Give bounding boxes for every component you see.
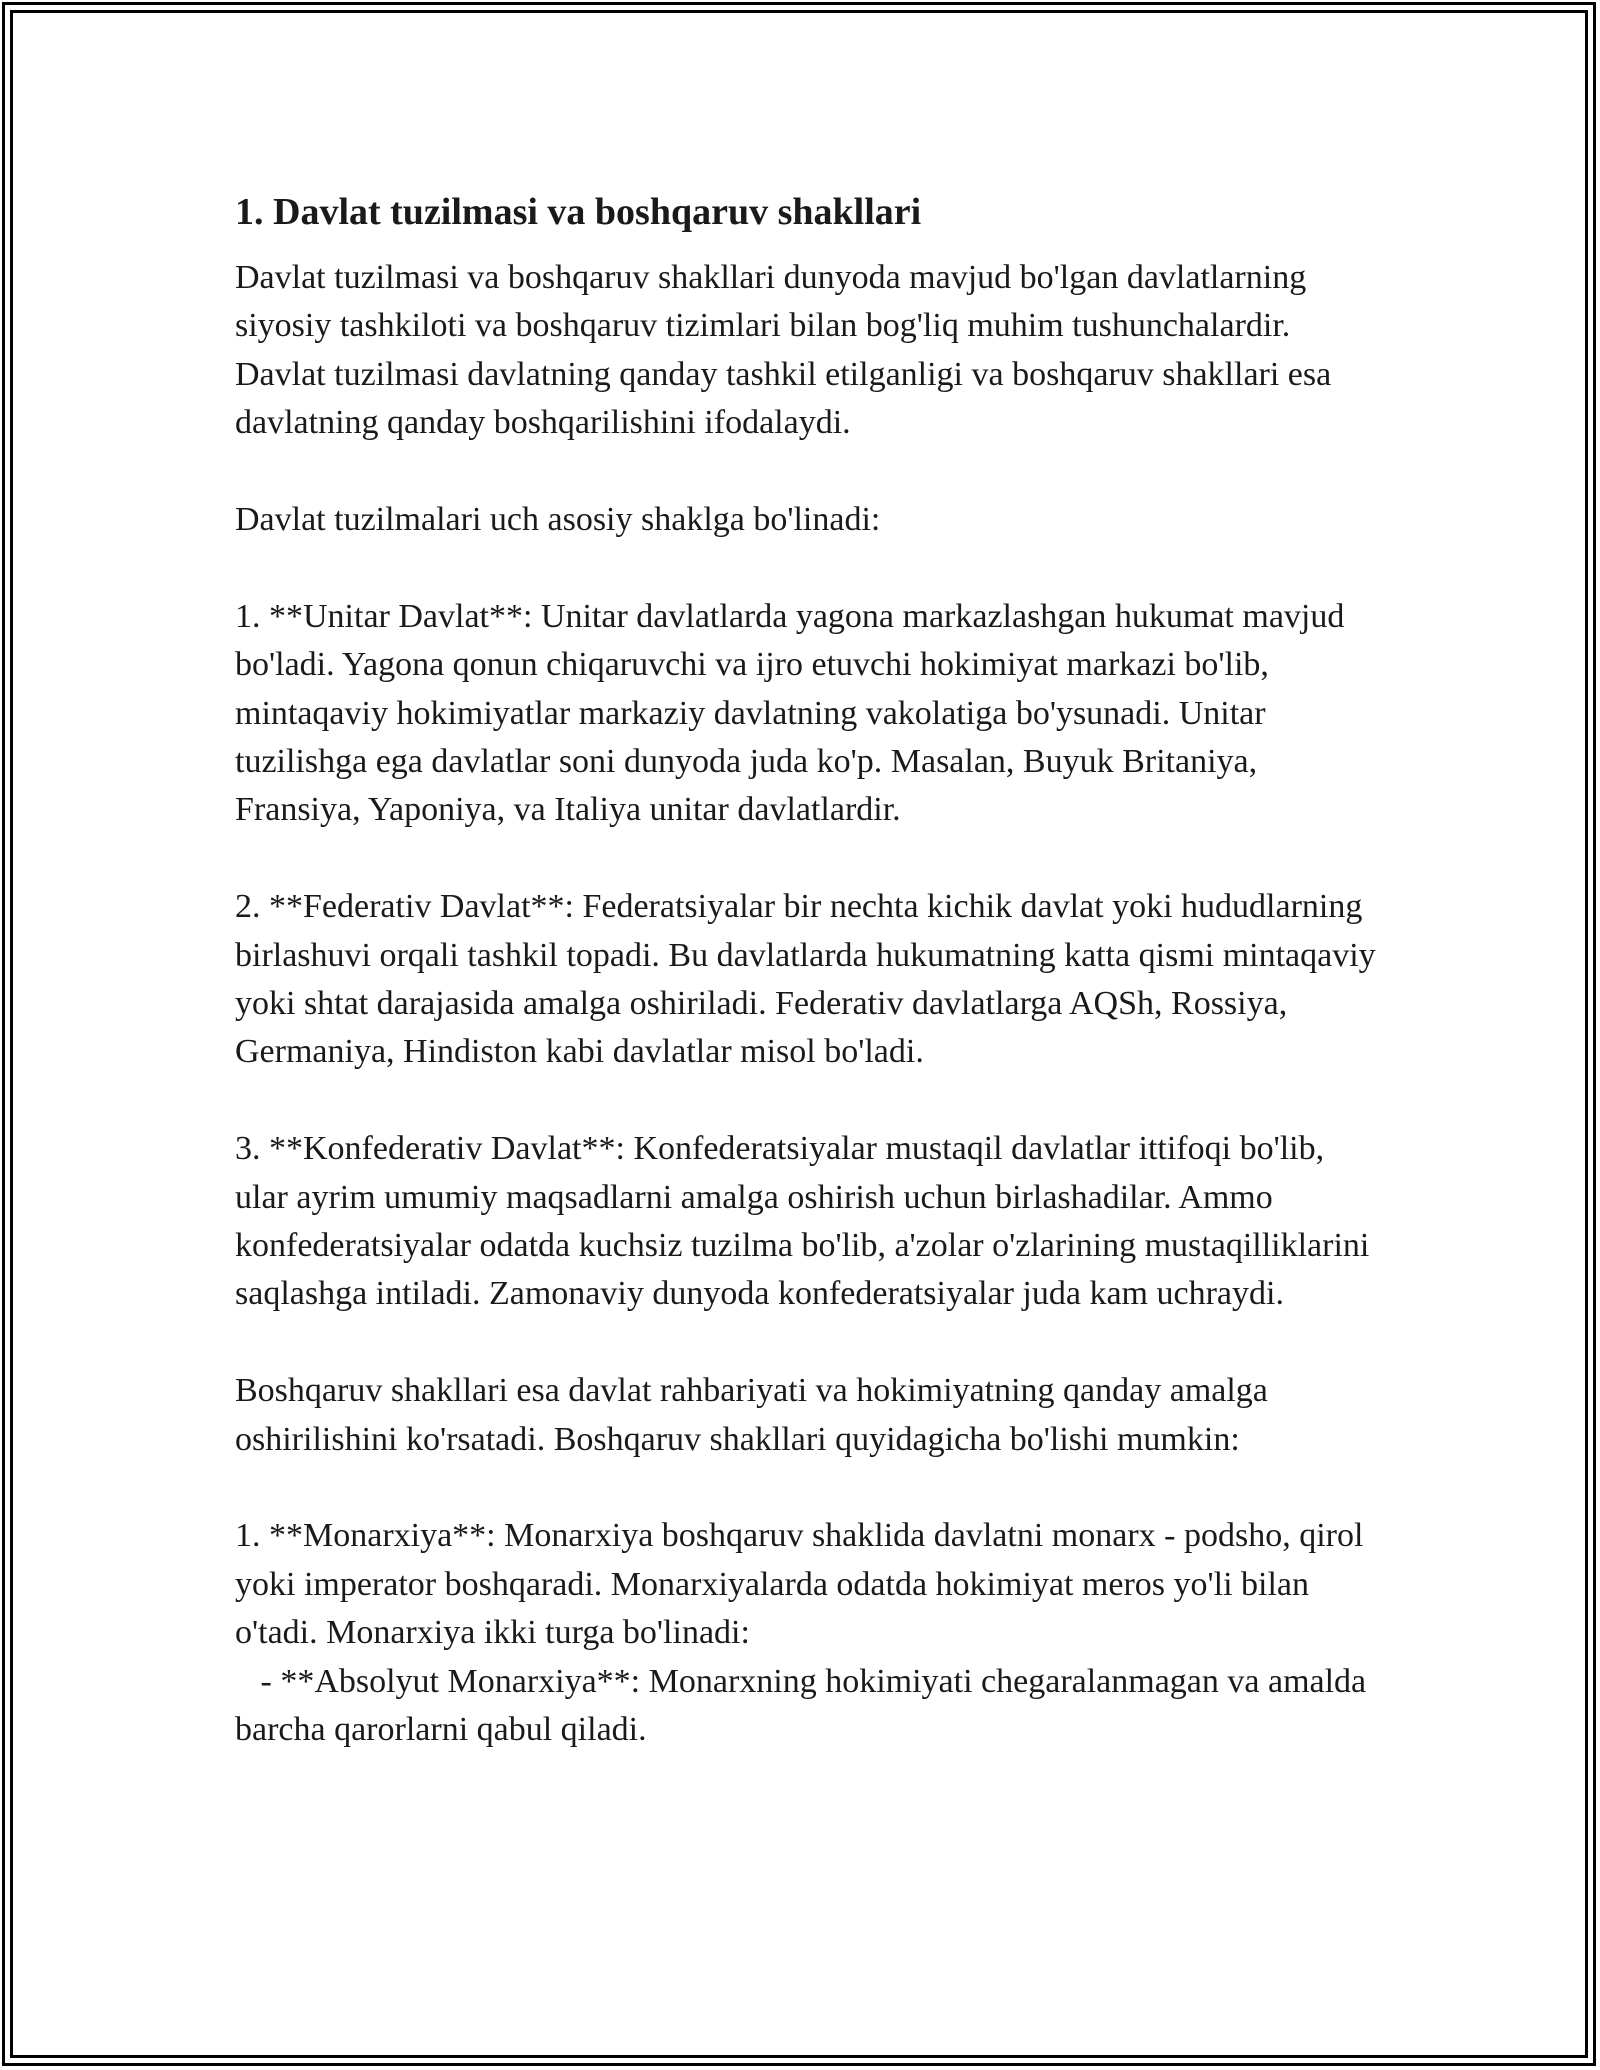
intro-paragraph: Davlat tuzilmasi va boshqaruv shakllari dunyoda mavjud bo'lgan davlatlarning siyosiy tashkiloti va boshqaruv tizimlari bilan bog'liq muhim tushunchalardir. Davlat tuzilmasi davlatning qanday tashkil etilganligi va boshqaruv shakllari esa davlatning qanday boshqarilishini ifodalaydi. (235, 259, 1340, 442)
confederal-state-paragraph: 3. **Konfederativ Davlat**: Konfederatsiyalar mustaqil davlatlar ittifoqi bo'lib, ular ayrim umumiy maqsadlarni amalga oshirish uchun birlashadilar. Ammo konfederatsiyalar odatda kuchsiz tuzilma bo'lib, a'zolar o'zlarining mustaqilliklarini saqlashga intiladi. Zamonaviy dunyoda konfederatsiyalar juda kam uchraydi. (235, 1130, 1378, 1313)
federal-state-paragraph: 2. **Federativ Davlat**: Federatsiyalar bir nechta kichik davlat yoki hududlarning birlashuvi orqali tashkil topadi. Bu davlatlarda hukumatning katta qismi mintaqaviy yoki shtat darajasida amalga oshiriladi. Federativ davlatlarga AQSh, Rossiya, Germaniya, Hindiston kabi davlatlar misol bo'ladi. (235, 888, 1385, 1071)
structure-forms-heading-paragraph: Davlat tuzilmalari uch asosiy shaklga bo'linadi: (235, 501, 881, 539)
unitary-state-paragraph: 1. **Unitar Davlat**: Unitar davlatlarda yagona markazlashgan hukumat mavjud bo'ladi. Yagona qonun chiqaruvchi va ijro etuvchi hokimiyat markazi bo'lib, mintaqaviy hokimiyatlar markaziy davlatning vakolatiga bo'ysunadi. Unitar tuzilishga ega davlatlar soni dunyoda juda ko'p. Masalan, Buyuk Britaniya, Fransiya, Yaponiya, va Italiya unitar davlatlardir. (235, 597, 1353, 829)
government-forms-paragraph: Boshqaruv shakllari esa davlat rahbariyati va hokimiyatning qanday amalga oshirilishini ko'rsatadi. Boshqaruv shakllari quyidagicha bo'lishi mumkin: (235, 1372, 1277, 1458)
document-page (235, 188, 1385, 1755)
document-title: 1. Davlat tuzilmasi va boshqaruv shakllari (235, 191, 922, 233)
monarchy-paragraph: 1. **Monarxiya**: Monarxiya boshqaruv shaklida davlatni monarx - podsho, qirol yoki imperator boshqaradi. Monarxiyalarda odatda hokimiyat meros yo'li bilan o'tadi. Monarxiya ikki turga bo'linadi: - **Absolyut Monarxiya**: Monarxning hokimiyati chegaralanmagan va amalda barcha qarorlarni qabul qiladi. (235, 1517, 1367, 1749)
